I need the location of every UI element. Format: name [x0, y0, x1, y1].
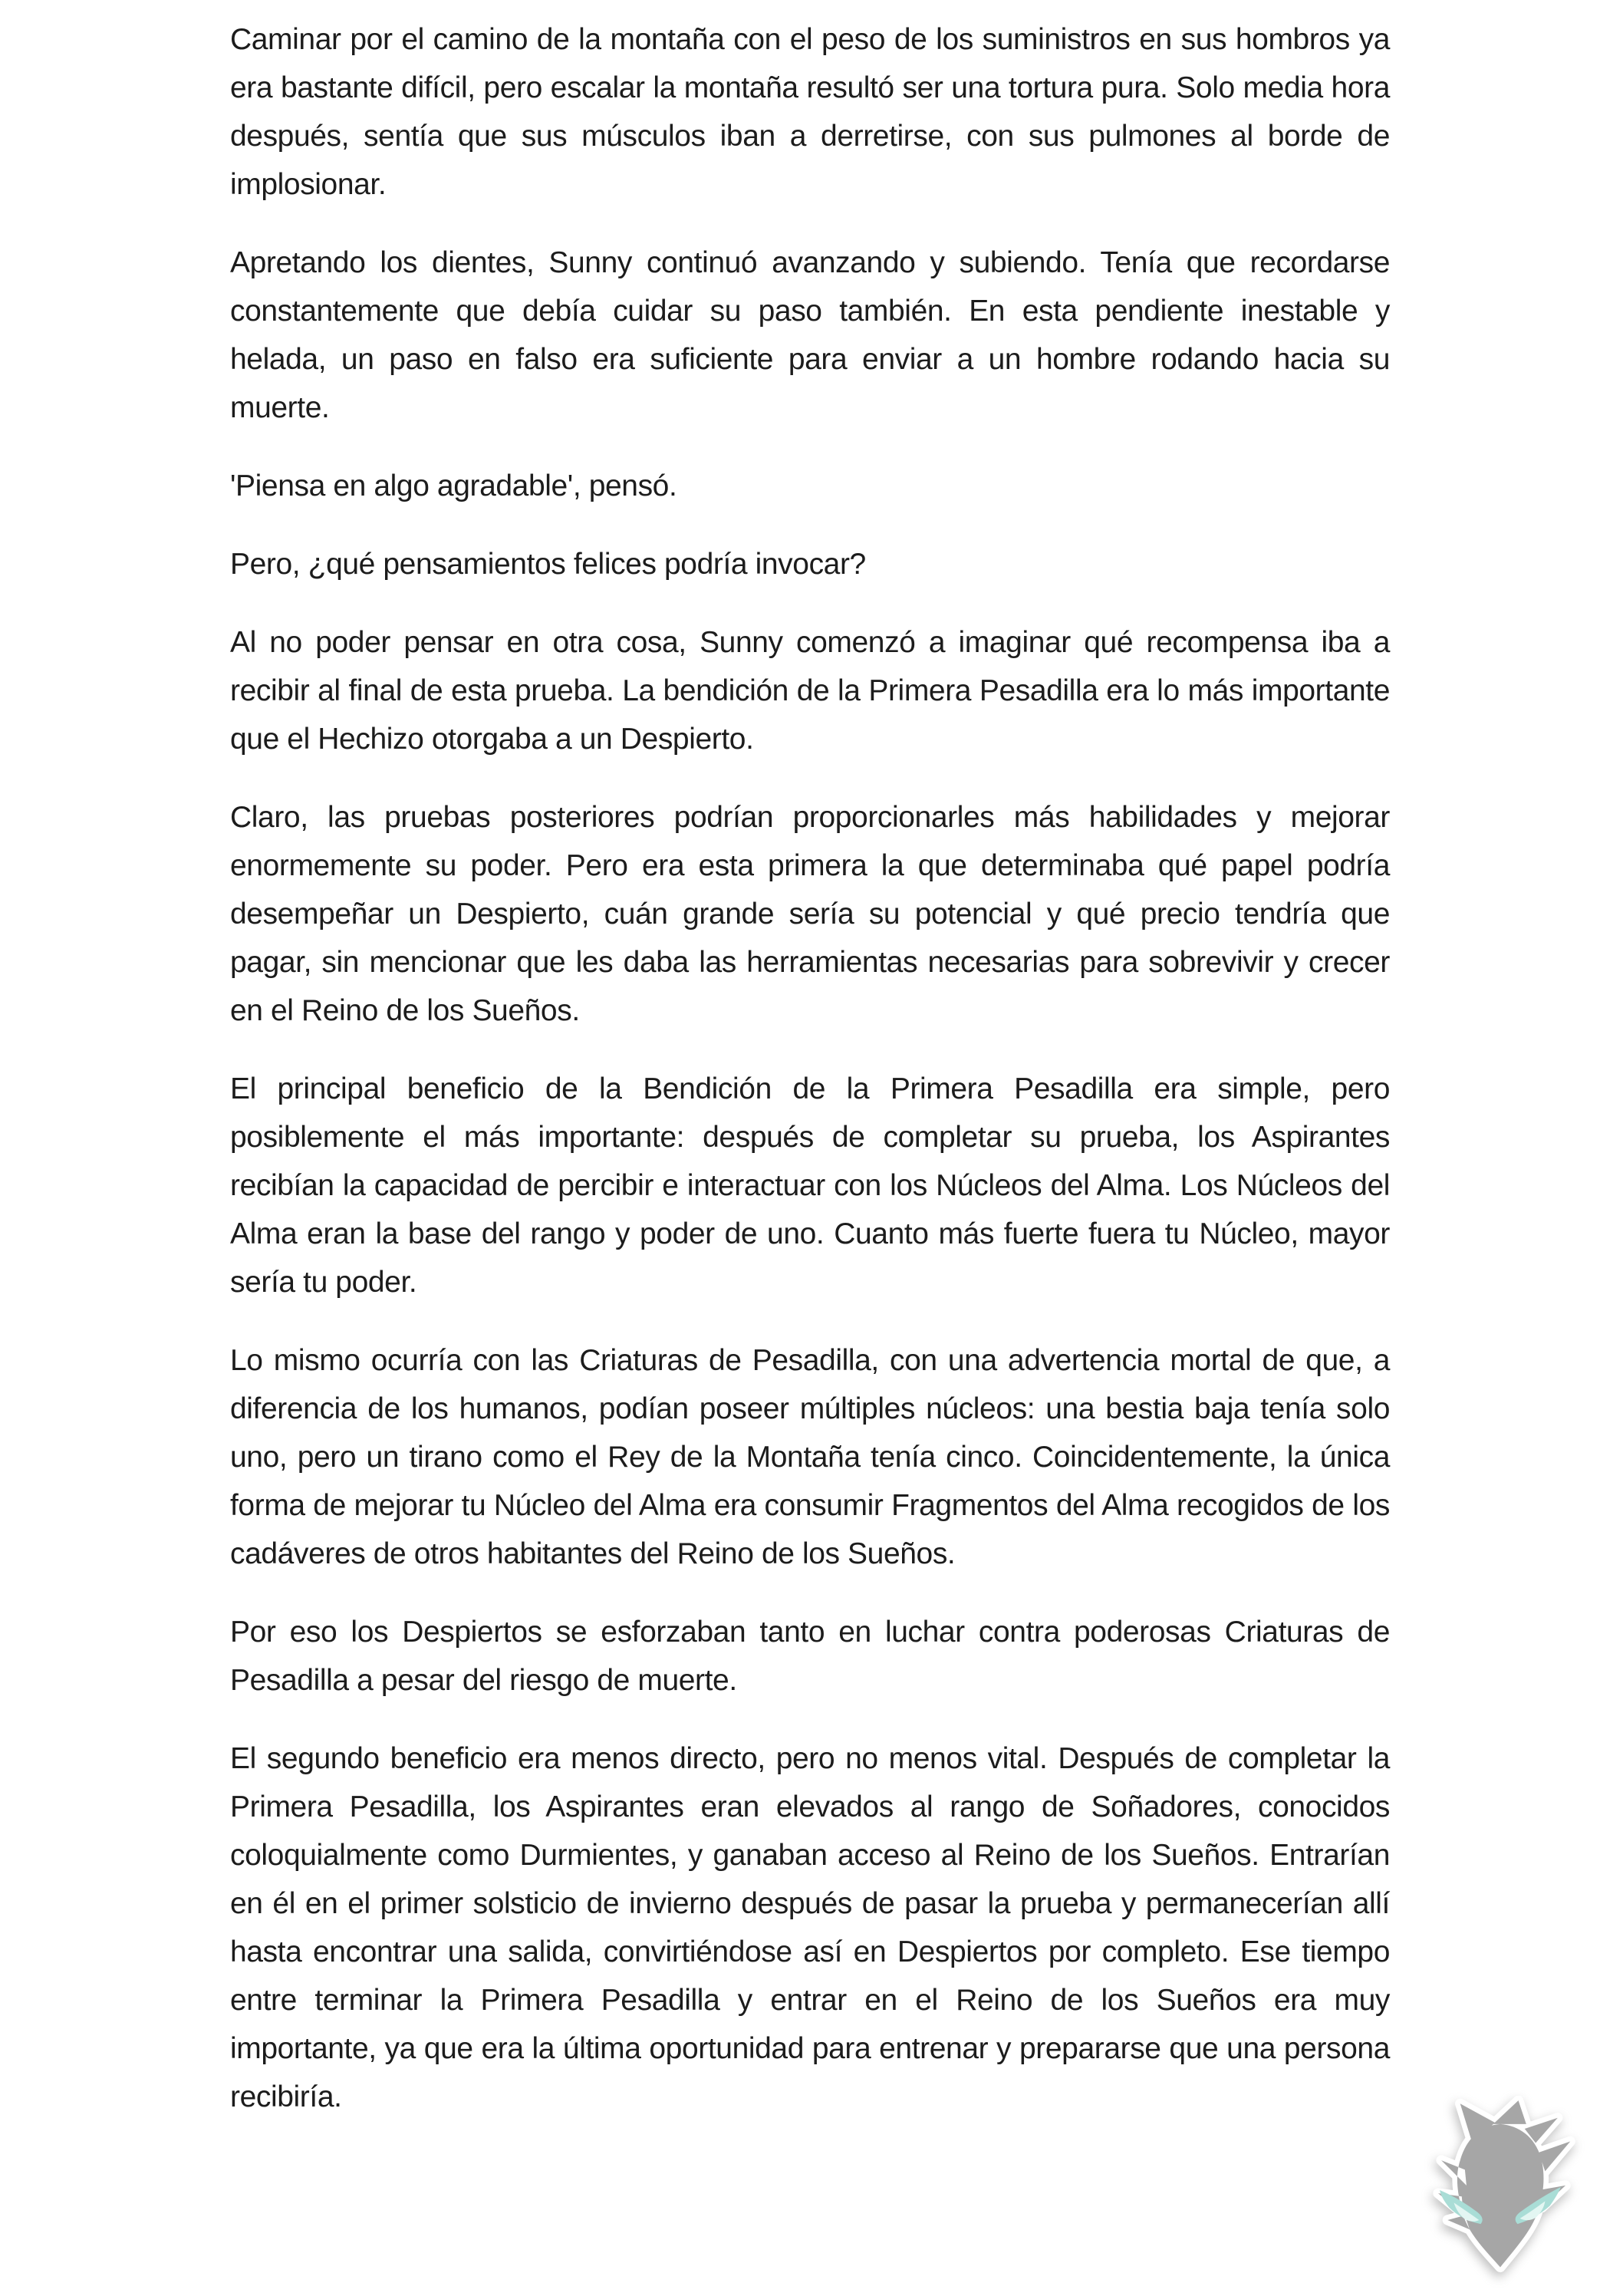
- demon-head-icon: [1425, 2096, 1575, 2283]
- paragraph: Lo mismo ocurría con las Criaturas de Pesadilla, con una advertencia mortal de que, a diferencia de los humanos, podían poseer múltiples núcleos: una bestia baja tenía solo uno, pero un tirano como el Rey de la Montaña tenía cinco. Coincidentemente, la única forma de mejorar tu Núcleo del Alma era consumir Fragmentos del Alma recogidos de los cadáveres de otros habitantes del Reino de los Sueños.: [230, 1344, 1390, 1570]
- site-logo-watermark: [1425, 2096, 1575, 2283]
- text-column: [230, 15, 1390, 2151]
- paragraph: 'Piensa en algo agradable', pensó.: [230, 469, 677, 502]
- paragraph: Pero, ¿qué pensamientos felices podría invocar?: [230, 548, 866, 581]
- demon-head-shape: [1438, 2100, 1570, 2267]
- paragraph: Caminar por el camino de la montaña con el peso de los suministros en sus hombros ya era bastante difícil, pero escalar la montaña resultó ser una tortura pura. Solo media hora después, sentía que sus músculos iban a derretirse, con sus pulmones al borde de implosionar.: [230, 23, 1390, 201]
- paragraph: Al no poder pensar en otra cosa, Sunny comenzó a imaginar qué recompensa iba a recibir al final de esta prueba. La bendición de la Primera Pesadilla era lo más importante que el Hechizo otorgaba a un Despierto.: [230, 626, 1390, 756]
- paragraph: Por eso los Despiertos se esforzaban tanto en luchar contra poderosas Criaturas de Pesadilla a pesar del riesgo de muerte.: [230, 1616, 1390, 1697]
- paragraph: Apretando los dientes, Sunny continuó avanzando y subiendo. Tenía que recordarse constantemente que debía cuidar su paso también. En esta pendiente inestable y helada, un paso en falso era suficiente para enviar a un hombre rodando hacia su muerte.: [230, 246, 1390, 424]
- paragraph: El principal beneficio de la Bendición de la Primera Pesadilla era simple, pero posiblemente el más importante: después de completar su prueba, los Aspirantes recibían la capacidad de percibir e interactuar con los Núcleos del Alma. Los Núcleos del Alma eran la base del rango y poder de uno. Cuanto más fuerte fuera tu Núcleo, mayor sería tu poder.: [230, 1072, 1390, 1299]
- paragraph: El segundo beneficio era menos directo, pero no menos vital. Después de completar la Primera Pesadilla, los Aspirantes eran elevados al rango de Soñadores, conocidos coloquialmente como Durmientes, y ganaban acceso al Reino de los Sueños. Entrarían en él en el primer solsticio de invierno después de pasar la prueba y permanecerían allí hasta encontrar una salida, convirtiéndose así en Despiertos por completo. Ese tiempo entre terminar la Primera Pesadilla y entrar en el Reino de los Sueños era muy importante, ya que era la última oportunidad para entrenar y prepararse que una persona recibiría.: [230, 1742, 1390, 2113]
- paragraph: Claro, las pruebas posteriores podrían proporcionarles más habilidades y mejorar enormemente su poder. Pero era esta primera la que determinaba qué papel podría desempeñar un Despierto, cuán grande sería su potencial y qué precio tendría que pagar, sin mencionar que les daba las herramientas necesarias para sobrevivir y crecer en el Reino de los Sueños.: [230, 801, 1390, 1027]
